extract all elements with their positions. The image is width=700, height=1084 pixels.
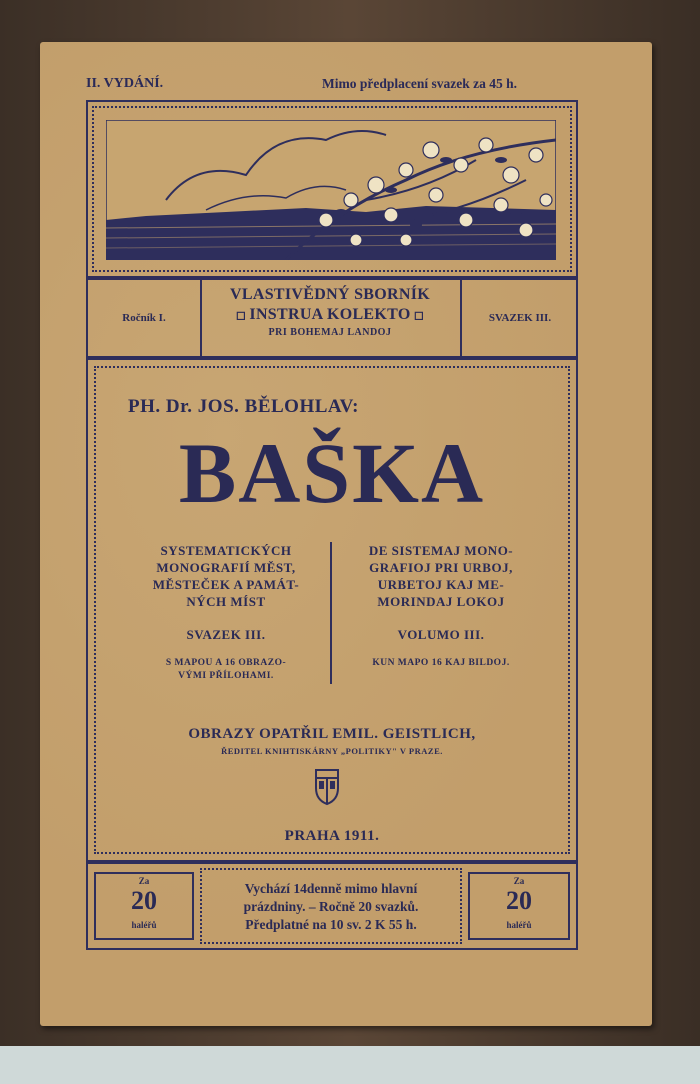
subtitle-czech-line: MĚSTEČEK A PAMÁT- xyxy=(152,577,300,592)
subtitle-czech-line: MONOGRAFIÍ MĚST, xyxy=(156,560,296,575)
subtitle-esperanto-line: URBETOJ KAJ ME- xyxy=(377,577,505,592)
price-prefix: Za xyxy=(513,876,525,886)
price-unit: haléřů xyxy=(506,920,532,930)
footer-panel xyxy=(86,862,578,950)
price-unit: haléřů xyxy=(131,920,157,930)
plates-note-czech: VÝMI PŘÍLOHAMI. xyxy=(178,671,274,681)
price-amount: 20 xyxy=(131,886,157,915)
price-box-right xyxy=(468,872,570,940)
volume-czech: SVAZEK III. xyxy=(186,627,266,642)
series-subtitle: PRI BOHEMAJ LANDOJ xyxy=(268,327,392,338)
author: PH. Dr. JOS. BĚLOHLAV: xyxy=(128,396,359,417)
info-line: Předplatné na 10 sv. 2 K 55 h. xyxy=(245,917,417,932)
table-surface xyxy=(0,1046,700,1084)
illustrator-role: ŘEDITEL KNIHTISKÁRNY „POLITIKY" V PRAZE. xyxy=(221,746,443,756)
info-line: Vychází 14denně mimo hlavní xyxy=(244,881,418,896)
price-note: Mimo předplacení svazek za 45 h. xyxy=(322,76,517,91)
subscription-info xyxy=(200,868,462,944)
illustrator-credit: OBRAZY OPATŘIL EMIL. GEISTLICH, xyxy=(188,726,476,742)
volume-year: Ročník I. xyxy=(122,312,166,324)
subtitle-esperanto xyxy=(340,542,542,670)
place-year: PRAHA 1911. xyxy=(284,828,380,844)
info-line: prázdniny. – Ročně 20 svazků. xyxy=(243,899,419,914)
book-cover xyxy=(40,42,652,1026)
plates-note-esperanto: KUN MAPO 16 KAJ BILDOJ. xyxy=(372,658,510,668)
series-title-esperanto: INSTRUA KOLEKTO xyxy=(249,306,411,323)
volume-esperanto: VOLUMO III. xyxy=(397,627,485,642)
series-title-czech: VLASTIVĚDNÝ SBORNÍK xyxy=(230,286,430,303)
price-prefix: Za xyxy=(138,876,150,886)
landscape-illustration xyxy=(106,120,556,260)
shield-emblem-icon xyxy=(314,766,340,806)
edition-label: II. VYDÁNÍ. xyxy=(86,76,164,91)
price-box-left xyxy=(94,872,194,940)
subtitle-czech-line: NÝCH MÍST xyxy=(186,594,266,609)
subtitle-esperanto-line: MORINDAJ LOKOJ xyxy=(377,594,505,609)
subtitle-esperanto-line: DE SISTEMAJ MONO- xyxy=(368,543,514,558)
volume-number: SVAZEK III. xyxy=(488,312,552,324)
subtitle-czech-line: SYSTEMATICKÝCH xyxy=(160,543,292,558)
book-title: BAŠKA xyxy=(178,425,486,521)
subtitle-czech xyxy=(128,542,324,683)
plates-note-czech: S MAPOU A 16 OBRAZO- xyxy=(165,658,287,668)
subtitle-esperanto-line: GRAFIOJ PRI URBOJ, xyxy=(369,560,513,575)
masthead: Ročník I. VLASTIVĚDNÝ SBORNÍK ◻ INSTRUA KOLEKTO ◻ PRI BOHEMAJ LANDOJ SVAZEK III. xyxy=(86,278,578,358)
illustration-frame xyxy=(86,100,578,278)
title-panel xyxy=(86,358,578,862)
price-amount: 20 xyxy=(506,886,532,915)
column-divider xyxy=(330,542,332,684)
